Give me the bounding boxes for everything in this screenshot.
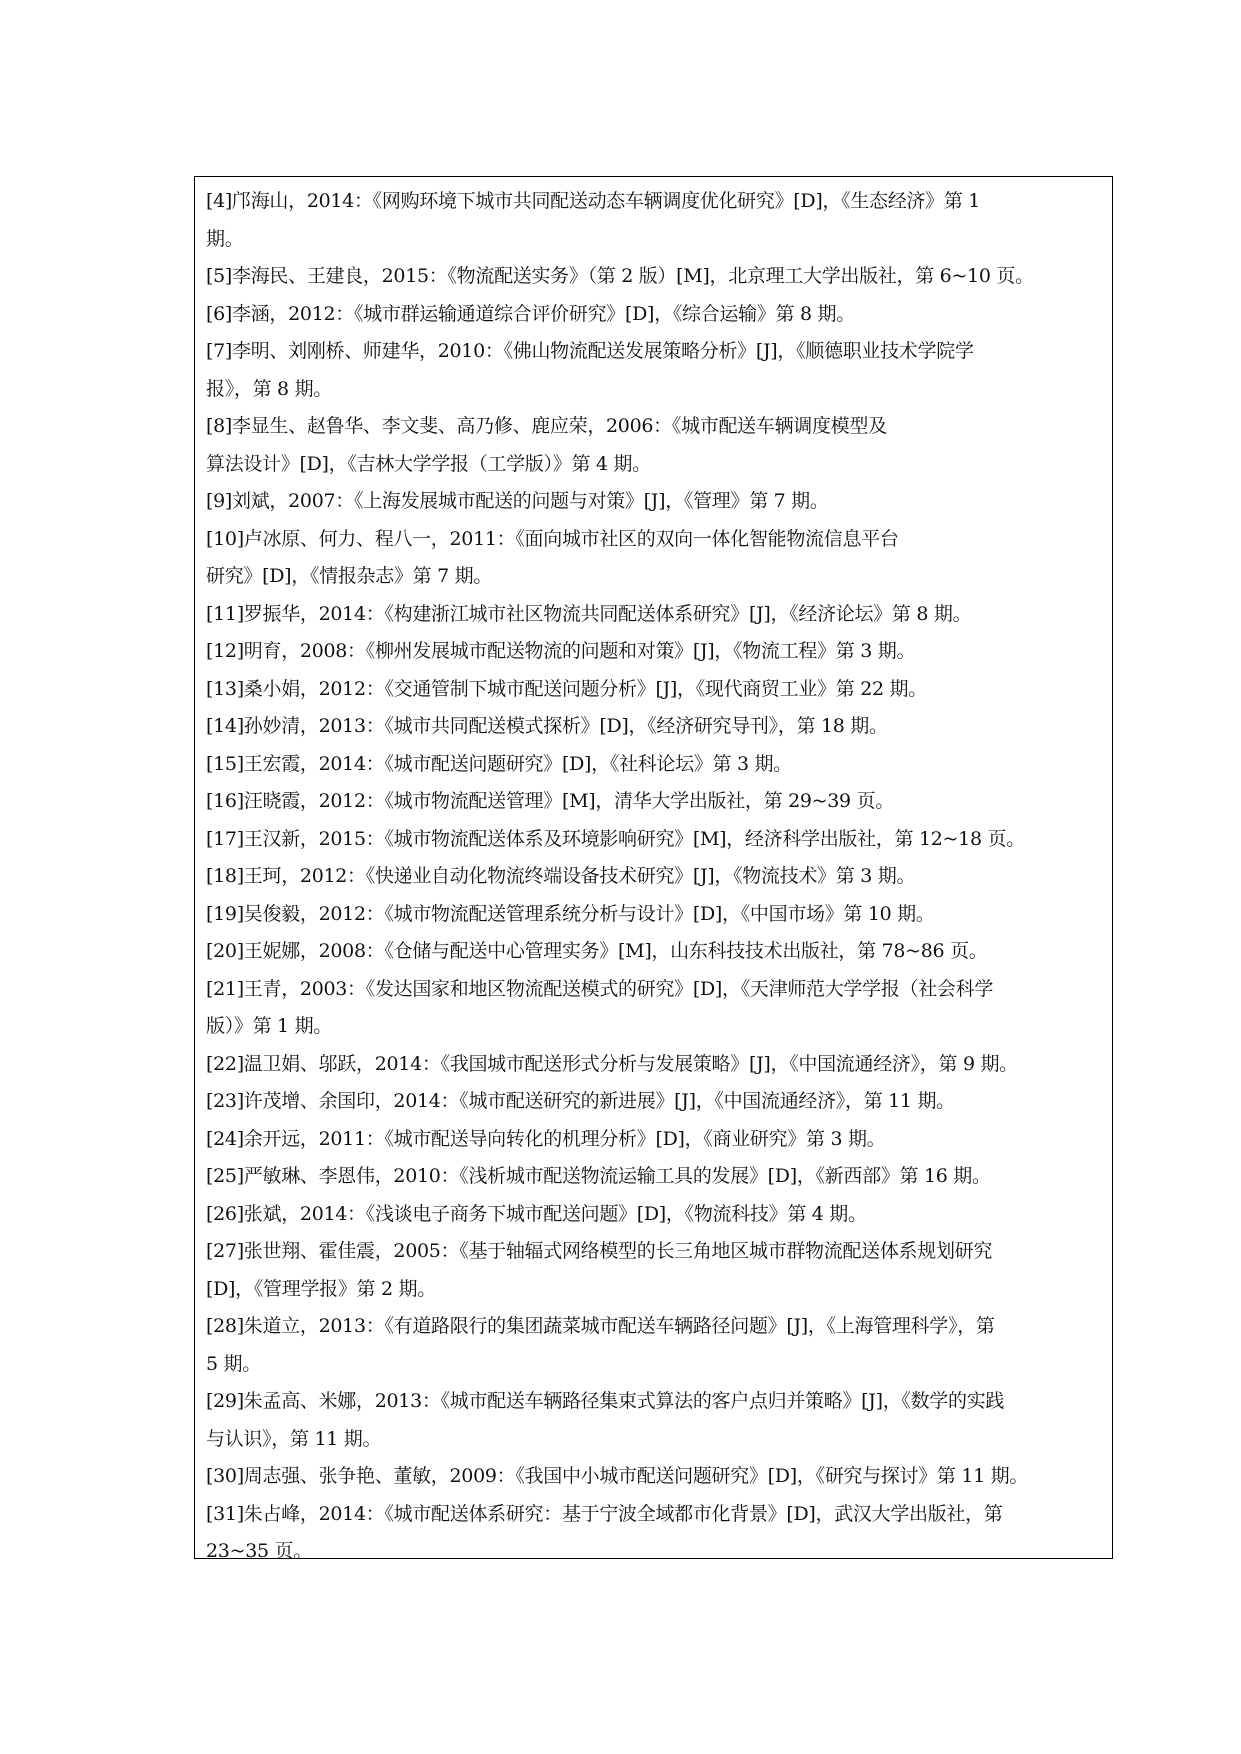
reference-line: [21]王青，2003：《发达国家和地区物流配送模式的研究》[D]，《天津师范大学学报（社会科学 (206, 977, 994, 1000)
reference-entry (206, 1233, 1106, 1308)
reference-line: [23]许茂增、余国印，2014：《城市配送研究的新进展》[J]，《中国流通经济》，第 11 期。 (206, 1090, 955, 1112)
reference-entry (206, 671, 1106, 709)
reference-entry (206, 258, 1106, 296)
reference-line: [27]张世翔、霍佳震，2005：《基于轴辐式网络模型的长三角地区城市群物流配送体系规划研究 (206, 1240, 993, 1262)
reference-entry (206, 1308, 1106, 1383)
reference-list (206, 183, 1106, 1571)
reference-line: [D]，《管理学报》第 2 期。 (206, 1277, 436, 1300)
reference-entry (206, 896, 1106, 934)
reference-line: 5 期。 (206, 1352, 261, 1375)
reference-line: [22]温卫娟、邬跃，2014：《我国城市配送形式分析与发展策略》[J]，《中国流通经济》，第 9 期。 (206, 1052, 1018, 1075)
reference-entry (206, 783, 1106, 821)
reference-line: 期。 (206, 227, 244, 250)
reference-line: [4]邝海山，2014：《网购环境下城市共同配送动态车辆调度优化研究》[D]，《生态经济》第 1 (206, 190, 981, 212)
reference-entry (206, 746, 1106, 784)
reference-line: [13]桑小娟，2012：《交通管制下城市配送问题分析》[J]，《现代商贸工业》第 22 期。 (206, 677, 927, 700)
reference-entry (206, 858, 1106, 896)
reference-entry (206, 1158, 1106, 1196)
reference-line: [26]张斌，2014：《浅谈电子商务下城市配送问题》[D]，《物流科技》第 4 期。 (206, 1202, 867, 1225)
reference-entry (206, 971, 1106, 1046)
reference-line: [7]李明、刘刚桥、师建华，2010：《佛山物流配送发展策略分析》[J]，《顺德职业技术学院学 (206, 340, 974, 362)
reference-entry (206, 933, 1106, 971)
reference-line: [6]李涵，2012：《城市群运输通道综合评价研究》[D]，《综合运输》第 8 期。 (206, 302, 855, 325)
reference-line: [28]朱道立，2013：《有道路限行的集团蔬菜城市配送车辆路径问题》[J]，《上海管理科学》，第 (206, 1315, 995, 1337)
reference-entry (206, 1046, 1106, 1084)
reference-line: 版）》第 1 期。 (206, 1015, 332, 1037)
reference-entry (206, 1496, 1106, 1571)
reference-line: [30]周志强、张争艳、董敏，2009：《我国中小城市配送问题研究》[D]，《研究与探讨》第 11 期。 (206, 1465, 1029, 1487)
reference-entry (206, 1458, 1106, 1496)
reference-line: [25]严敏琳、李恩伟，2010：《浅析城市配送物流运输工具的发展》[D]，《新西部》第 16 期。 (206, 1165, 991, 1187)
reference-line: [19]吴俊毅，2012：《城市物流配送管理系统分析与设计》[D]，《中国市场》第 10 期。 (206, 902, 935, 925)
reference-entry (206, 633, 1106, 671)
reference-line: [24]余开远，2011：《城市配送导向转化的机理分析》[D]，《商业研究》第 3 期。 (206, 1127, 886, 1150)
reference-line: [29]朱孟高、米娜，2013：《城市配送车辆路径集束式算法的客户点归并策略》[J]，《数学的实践 (206, 1390, 1005, 1412)
reference-entry (206, 821, 1106, 859)
reference-entry (206, 708, 1106, 746)
reference-entry (206, 333, 1106, 408)
reference-line: 与认识》，第 11 期。 (206, 1427, 382, 1450)
reference-line: [8]李显生、赵鲁华、李文斐、高乃修、鹿应荣，2006：《城市配送车辆调度模型及 (206, 415, 887, 437)
reference-entry (206, 1083, 1106, 1121)
reference-line: [16]汪晓霞，2012：《城市物流配送管理》[M]，清华大学出版社，第 29~39 页。 (206, 790, 894, 812)
reference-line: 报》，第 8 期。 (206, 377, 332, 400)
reference-line: [17]王汉新，2015：《城市物流配送体系及环境影响研究》[M]，经济科学出版社，第 12~18 页。 (206, 827, 1025, 850)
reference-entry (206, 1383, 1106, 1458)
reference-line: [15]王宏霞，2014：《城市配送问题研究》[D]，《社科论坛》第 3 期。 (206, 752, 792, 775)
reference-line: [12]明育，2008：《柳州发展城市配送物流的问题和对策》[J]，《物流工程》第 3 期。 (206, 640, 916, 662)
reference-entry (206, 483, 1106, 521)
reference-entry (206, 296, 1106, 334)
reference-line: [9]刘斌，2007：《上海发展城市配送的问题与对策》[J]，《管理》第 7 期。 (206, 490, 829, 512)
reference-line: [11]罗振华，2014：《构建浙江城市社区物流共同配送体系研究》[J]，《经济论坛》第 8 期。 (206, 602, 972, 625)
reference-line: [18]王珂，2012：《快递业自动化物流终端设备技术研究》[J]，《物流技术》第 3 期。 (206, 865, 916, 887)
reference-line: [10]卢冰原、何力、程八一，2011：《面向城市社区的双向一体化智能物流信息平台 (206, 527, 899, 550)
reference-line: [5]李海民、王建良，2015：《物流配送实务》（第 2 版）[M]，北京理工大学出版社，第 6~10 页。 (206, 265, 1034, 287)
reference-entry (206, 1121, 1106, 1159)
reference-line: [20]王妮娜，2008：《仓储与配送中心管理实务》[M]，山东科技技术出版社，第 78~86 页。 (206, 940, 988, 962)
reference-entry (206, 596, 1106, 634)
reference-line: [14]孙妙清，2013：《城市共同配送模式探析》[D]，《经济研究导刊》，第 18 期。 (206, 715, 888, 737)
reference-entry (206, 521, 1106, 596)
reference-line: 算法设计》[D]，《吉林大学学报（工学版）》第 4 期。 (206, 452, 651, 475)
reference-line: 23~35 页。 (206, 1540, 312, 1562)
reference-entry (206, 183, 1106, 258)
reference-entry (206, 1196, 1106, 1234)
reference-entry (206, 408, 1106, 483)
reference-line: [31]朱占峰，2014：《城市配送体系研究：基于宁波全域都市化背景》[D]，武汉大学出版社，第 (206, 1502, 1003, 1525)
reference-line: 研究》[D]，《情报杂志》第 7 期。 (206, 565, 493, 587)
